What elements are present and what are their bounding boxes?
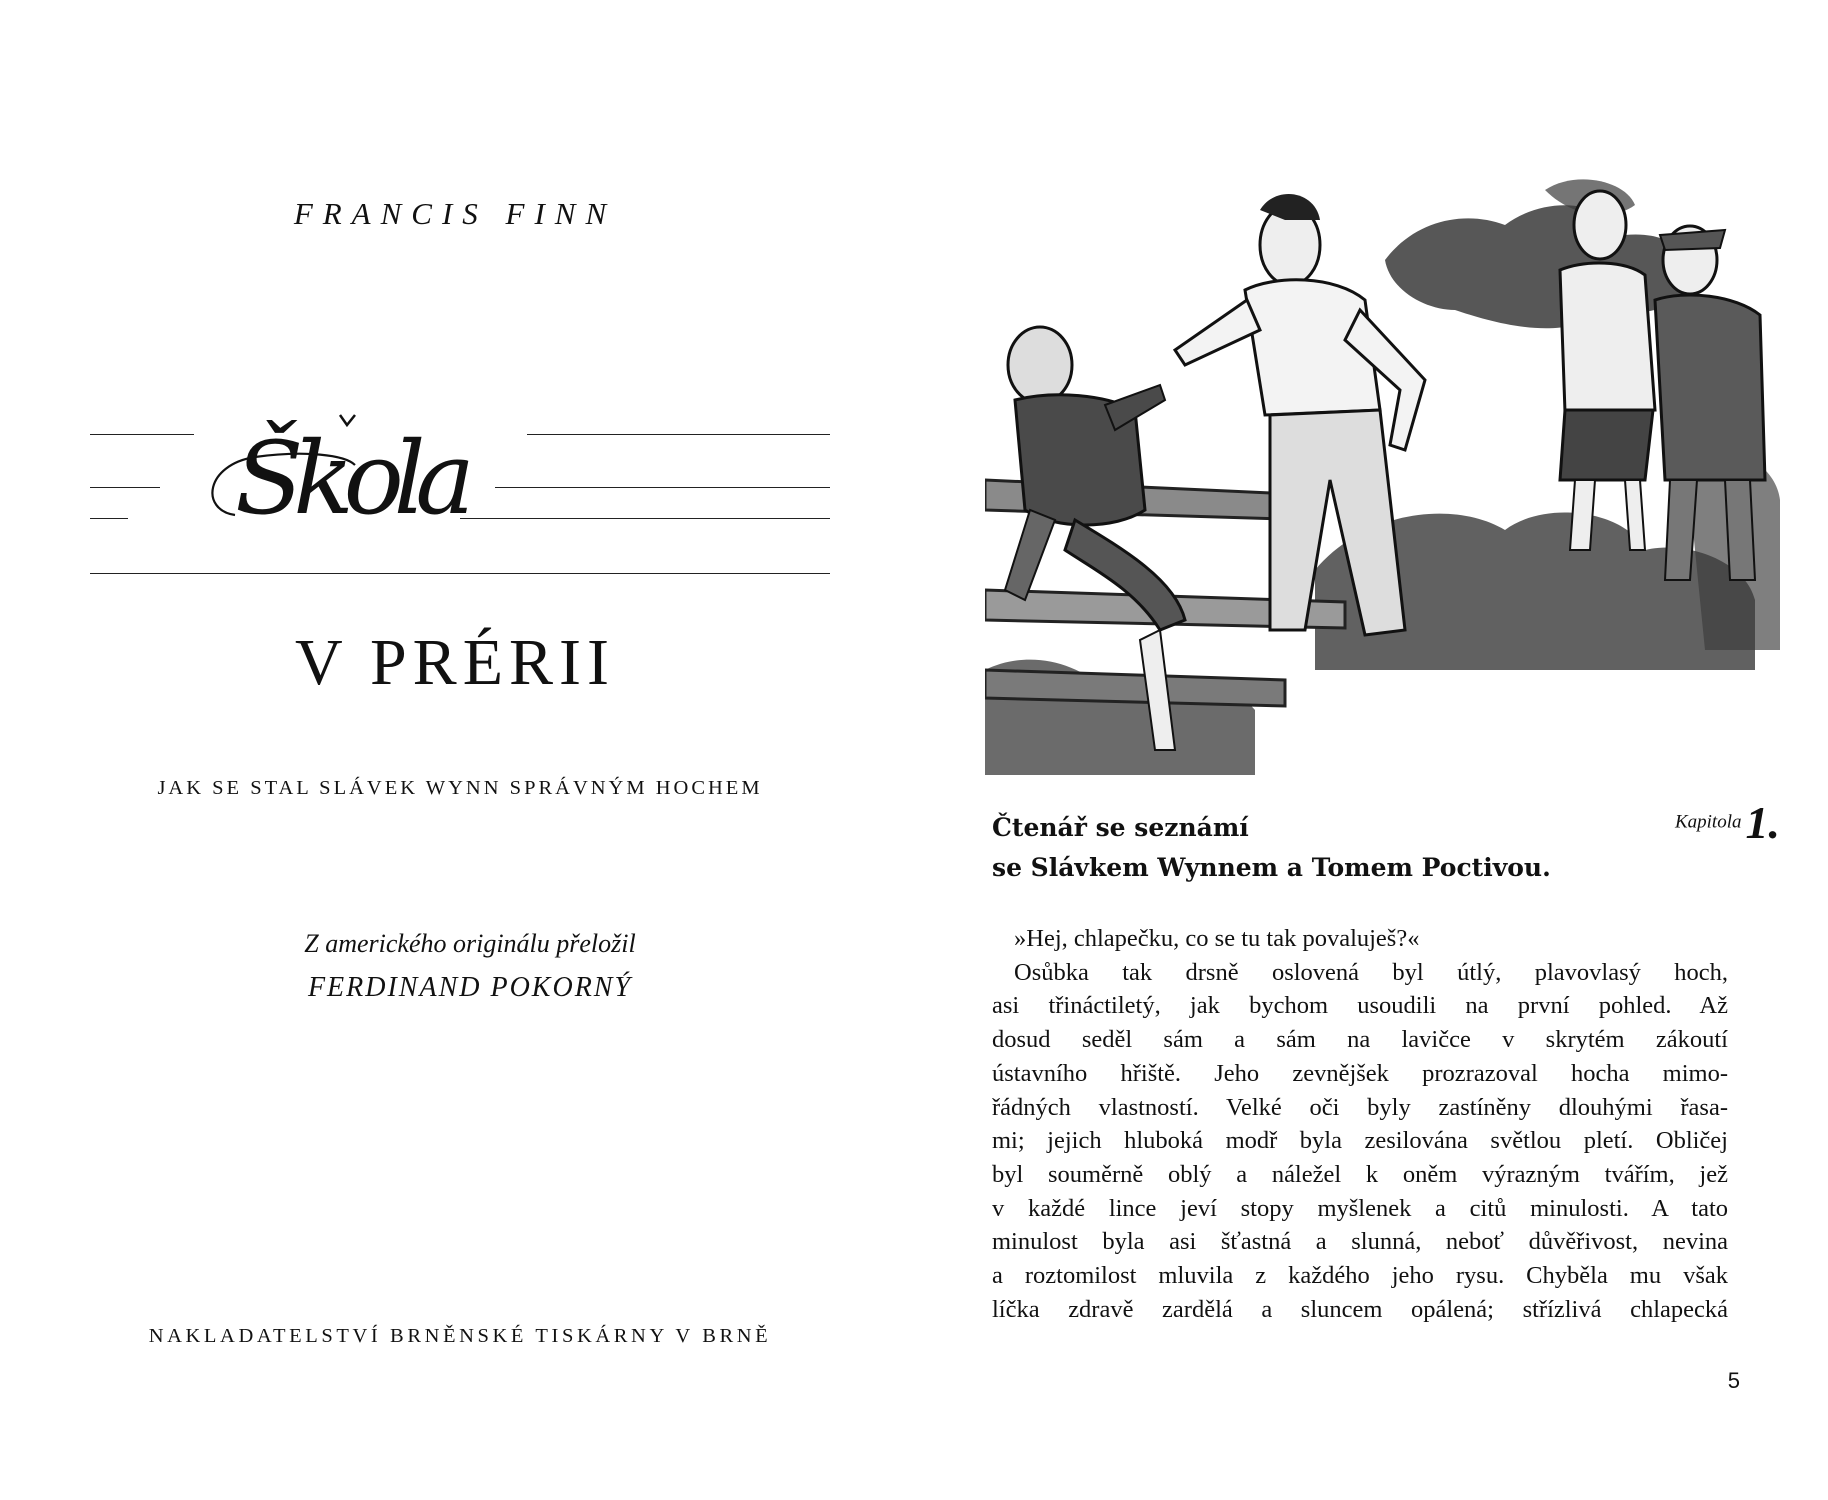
subtitle: JAK SE STAL SLÁVEK WYNN SPRÁVNÝM HOCHEM	[157, 777, 763, 799]
rule-top-left	[90, 434, 194, 435]
body-line: minulost byla asi šťastná a slunná, neboť důvěřivost, nevina	[992, 1228, 1728, 1256]
chapter-title-line: se Slávkem Wynnem a Tomem Poctivou.	[992, 853, 1551, 882]
script-title-lettering	[195, 395, 485, 540]
body-line: a roztomilost mluvila z každého jeho rysu. Chyběla mu však	[992, 1262, 1728, 1290]
chapter-illustration	[985, 150, 1785, 775]
translation-credit: Z amerického originálu přeložil	[304, 929, 636, 958]
translator-name: FERDINAND POKORNÝ	[307, 972, 633, 1003]
chapter-title-line: Čtenář se seznámí	[992, 813, 1249, 842]
body-line: byl souměrně oblý a náležel k oněm výrazným tvářím, jež	[992, 1160, 1728, 1188]
body-line: Osůbka tak drsně oslovená byl útlý, plavovlasý hoch,	[1014, 958, 1728, 986]
script-title-text: Škola	[235, 420, 475, 537]
body-line: ústavního hřiště. Jeho zevnějšek prozrazoval hocha mimo-	[992, 1059, 1728, 1087]
body-line: asi třináctiletý, jak bychom usoudili na první pohled. Až	[992, 992, 1728, 1020]
rule-top-right	[527, 434, 830, 435]
rule-mid-right	[495, 487, 830, 488]
chapter-title	[992, 808, 1632, 888]
body-line: »Hej, chlapečku, co se tu tak povaluješ?«	[1014, 925, 1420, 952]
body-text	[992, 922, 1728, 1326]
chapter-word: Kapitola	[1674, 811, 1742, 833]
body-line: dosud seděl sám a sám na lavičce v skrytém zákoutí	[992, 1026, 1728, 1054]
rule-mid-left	[90, 487, 160, 488]
author-name: FRANCIS FINN	[293, 196, 617, 231]
rule-low-left	[90, 518, 128, 519]
publisher-name: NAKLADATELSTVÍ BRNĚNSKÉ TISKÁRNY V BRNĚ	[148, 1325, 772, 1347]
body-line: mi; jejich hluboká modř byla zesilována světlou pletí. Obličej	[992, 1127, 1728, 1155]
body-line: v každé lince jeví stopy myšlenek a citů minulosti. A tato	[992, 1194, 1728, 1222]
body-line: řádných vlastností. Velké oči byly zastíněny dlouhými řasa-	[992, 1093, 1728, 1121]
main-title: V PRÉRII	[295, 626, 615, 699]
chapter-label	[1620, 796, 1780, 849]
body-line: líčka zdravě zardělá a sluncem opálená; střízlivá chlapecká	[992, 1295, 1728, 1323]
rule-low-right	[460, 518, 830, 519]
page-number: 5	[1727, 1368, 1740, 1393]
rule-bottom	[90, 573, 830, 574]
chapter-number: 1.	[1745, 797, 1780, 848]
